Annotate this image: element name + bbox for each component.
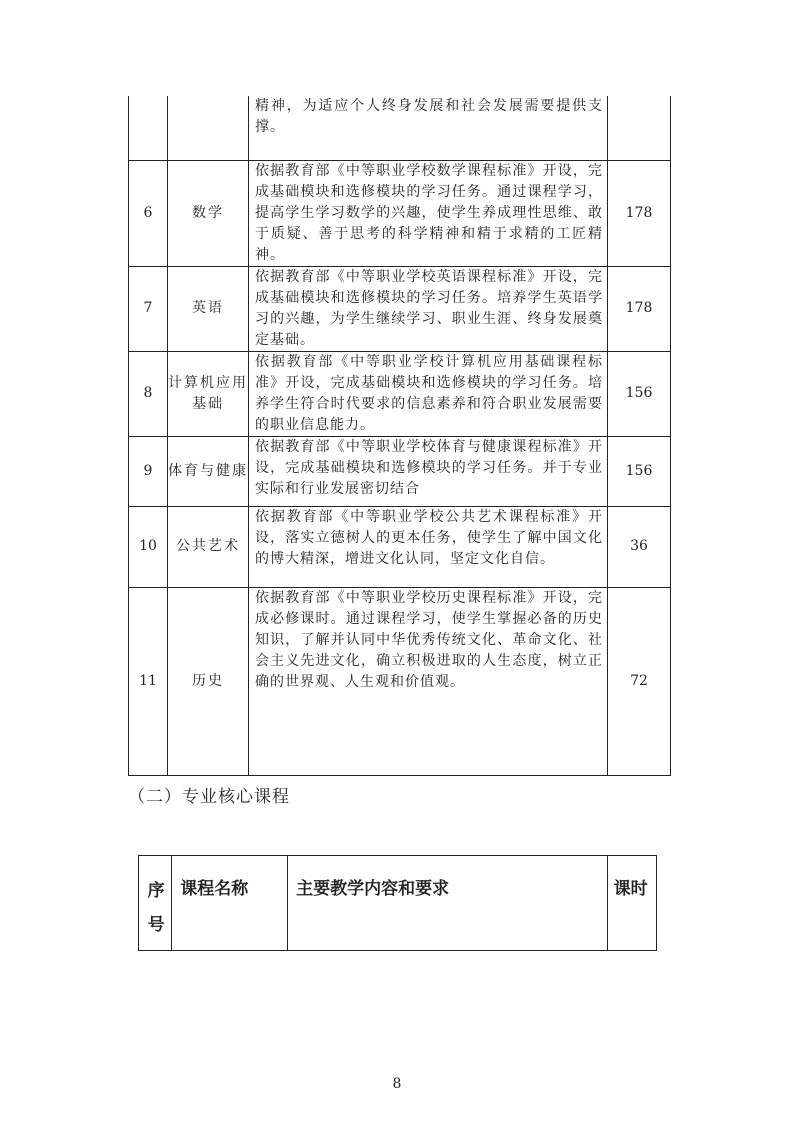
row-number: 6	[129, 160, 168, 266]
course-hours: 36	[608, 506, 671, 587]
page-number: 8	[392, 1076, 402, 1092]
course-name: 数学	[168, 160, 249, 266]
header-content: 主要教学内容和要求	[288, 856, 607, 951]
course-name: 历史	[168, 587, 249, 775]
row-number: 8	[129, 351, 168, 436]
core-course-header-row	[139, 856, 657, 951]
course-content: 依据教育部《中等职业学校历史课程标准》开设，完成必修课时。通过课程学习，使学生掌握必备的历史知识，了解并认同中华优秀传统文化、革命文化、社会主义先进文化，确立积极进取的人生态度，树立正确的世界观、人生观和价值观。	[249, 587, 608, 775]
row-number: 7	[129, 266, 168, 351]
course-name: 英语	[168, 266, 249, 351]
row-number: 10	[129, 506, 168, 587]
public-course-table	[128, 96, 671, 776]
table-row	[129, 266, 671, 351]
course-hours: 72	[608, 587, 671, 775]
table-row	[129, 506, 671, 587]
course-hours: 156	[608, 436, 671, 506]
course-hours: 156	[608, 351, 671, 436]
course-hours: 178	[608, 160, 671, 266]
course-content: 依据教育部《中等职业学校英语课程标准》开设，完成基础模块和选修模块的学习任务。培养学生英语学习的兴趣，为学生继续学习、职业生涯、终身发展奠定基础。	[249, 266, 608, 351]
header-no: 序号	[139, 856, 172, 951]
row-number: 11	[129, 587, 168, 775]
course-content: 依据教育部《中等职业学校公共艺术课程标准》开设，落实立德树人的更本任务，使学生了解中国文化的博大精深，增进文化认同，坚定文化自信。	[249, 506, 608, 587]
course-name: 体育与健康	[168, 436, 249, 506]
header-course-name: 课程名称	[172, 856, 288, 951]
course-hours: 178	[608, 266, 671, 351]
table-row	[129, 587, 671, 775]
course-content: 精神，为适应个人终身发展和社会发展需要提供支撑。	[249, 96, 608, 160]
header-hours: 课时	[607, 856, 656, 951]
course-content: 依据教育部《中等职业学校数学课程标准》开设，完成基础模块和选修模块的学习任务。通过课程学习，提高学生学习数学的兴趣，使学生养成理性思维、敢于质疑、善于思考的科学精神和精于求精的工匠精神。	[249, 160, 608, 266]
table-row	[129, 351, 671, 436]
course-hours	[608, 96, 671, 160]
course-name: 公共艺术	[168, 506, 249, 587]
public-course-table-body	[129, 96, 671, 775]
course-content: 依据教育部《中等职业学校体育与健康课程标准》开设，完成基础模块和选修模块的学习任务。并于专业实际和行业发展密切结合	[249, 436, 608, 506]
course-name	[168, 96, 249, 160]
core-course-table	[138, 855, 657, 951]
table-row	[129, 436, 671, 506]
row-number	[129, 96, 168, 160]
course-name: 计算机应用基础	[168, 351, 249, 436]
table-row	[129, 96, 671, 160]
course-content: 依据教育部《中等职业学校计算机应用基础课程标准》开设，完成基础模块和选修模块的学习任务。培养学生符合时代要求的信息素养和符合职业发展需要的职业信息能力。	[249, 351, 608, 436]
table-row	[129, 160, 671, 266]
row-number: 9	[129, 436, 168, 506]
section-heading: （二）专业核心课程	[128, 787, 290, 807]
